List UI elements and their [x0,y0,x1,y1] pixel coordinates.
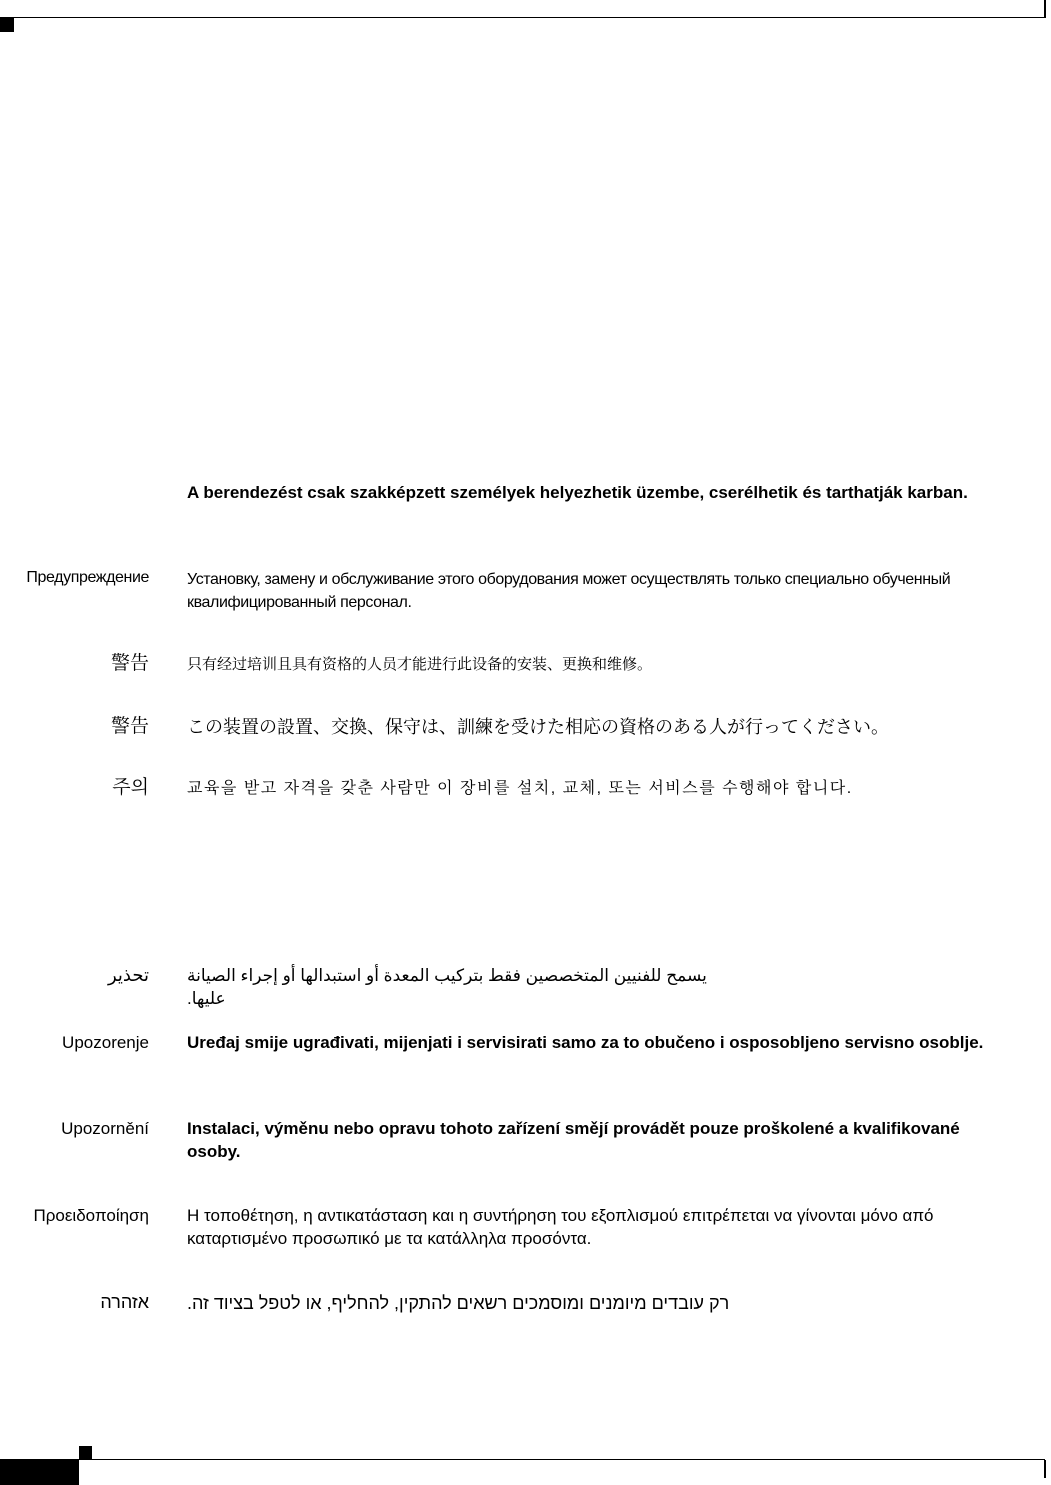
warning-text-japanese: この装置の設置、交換、保守は、訓練を受けた相応の資格のある人が行ってください。 [187,717,889,737]
top-rule [0,17,1045,18]
top-left-mark [0,18,14,32]
warning-label-greek: Προειδοποίηση [33,1206,149,1225]
warning-text-czech: Instalaci, výměnu nebo opravu tohoto zařízení smějí provádět pouze proškolené a kvalifikované osoby. [187,1119,960,1161]
warning-text-greek: Η τοποθέτηση, η αντικατάσταση και η συντήρηση του εξοπλισμού επιτρέπεται να γίνονται μόνο από καταρτισμένο προσωπικό με τα κατάλληλα προσόντα. [187,1206,934,1248]
warning-label-japanese: 警告 [110,716,149,737]
warning-label-czech: Upozornění [61,1119,149,1138]
warning-label-arabic: تحذير [107,965,149,985]
warning-text-hungarian: A berendezést csak szakképzett személyek helyezhetik üzembe, cserélhetik és tarthatják karban. [187,483,968,502]
bottom-small-mark [79,1446,92,1459]
top-right-tick [1044,0,1046,18]
warning-label-hebrew: אזהרה [100,1292,149,1312]
warning-label-korean: 주의 [112,777,149,798]
bottom-right-tick [1044,1460,1046,1478]
warning-text-croatian: Uređaj smije ugrađivati, mijenjati i servisirati samo za to obučeno i osposobljeno servisno osoblje. [187,1033,984,1052]
warning-text-arabic: يسمح للفنيين المتخصصين فقط بتركيب المعدة أو استبدالها أو إجراء الصيانة عليها. [187,966,707,1008]
warning-label-croatian: Upozorenje [62,1033,149,1052]
warning-label-chinese: 警告 [110,653,149,674]
warning-text-korean: 교육을 받고 자격을 갖춘 사람만 이 장비를 설치, 교체, 또는 서비스를 수행해야 합니다. [187,780,853,797]
bottom-left-block [0,1460,79,1485]
warning-text-chinese: 只有经过培训且具有资格的人员才能进行此设备的安装、更换和维修。 [187,656,653,673]
warning-text-russian: Установку, замену и обслуживание этого оборудования может осуществлять только специально обученный квалифицированный персонал. [187,571,951,611]
warning-text-hebrew: רק עובדים מיומנים ומוסמכים רשאים להתקין, להחליף, או לטפל בציוד זה. [187,1293,730,1313]
warning-label-russian: Предупреждение [26,569,149,586]
bottom-rule [0,1459,1045,1460]
